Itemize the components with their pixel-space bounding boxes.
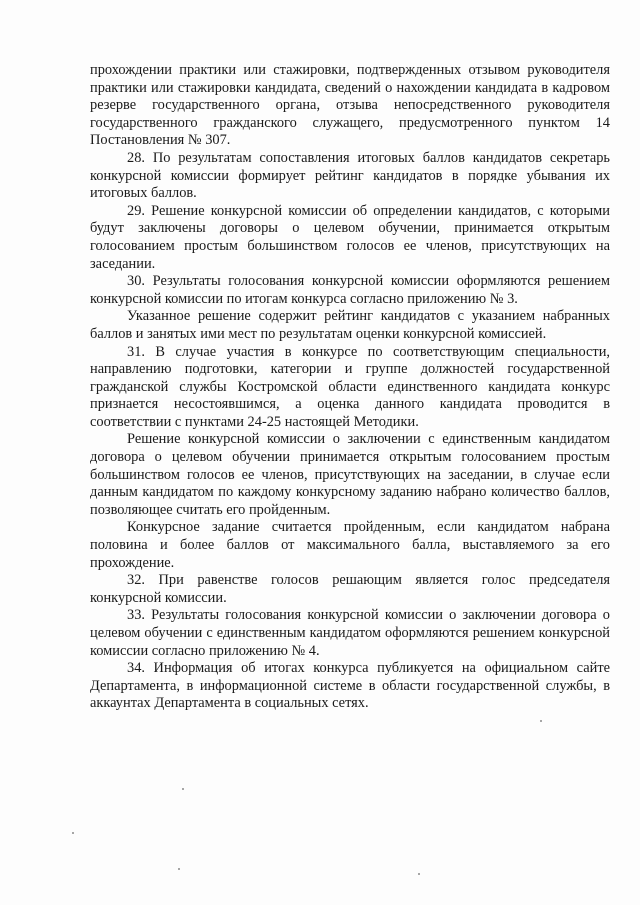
paragraph-29: 29. Решение конкурсной комиссии об определении кандидатов, с которыми будут заключены договоры о целевом обучении, принимается открытым голосованием простым большинством голосов ее членов, присутствующих на заседании. [90,202,610,272]
scan-speck [182,788,184,790]
paragraph-continuation: прохождении практики или стажировки, подтвержденных отзывом руководителя практики или стажировки кандидата, сведений о нахождении кандидата в кадровом резерве государственного органа, отзыва непосредственного руководителя государственного гражданского служащего, предусмотренного пунктом 14 Постановления № 307. [90,62,610,149]
scan-speck [418,873,420,875]
paragraph-34: 34. Информация об итогах конкурса публикуется на официальном сайте Департамента, в информационной системе в области государственной службы, в аккаунтах Департамента в социальных сетях. [90,660,610,712]
paragraph-30-note: Указанное решение содержит рейтинг кандидатов с указанием набранных баллов и занятых ими мест по результатам оценки конкурсной комиссией. [90,308,610,342]
document-body [90,62,610,713]
scan-speck [72,832,74,834]
scan-speck [178,868,180,870]
paragraph-30: 30. Результаты голосования конкурсной комиссии оформляются решением конкурсной комиссии по итогам конкурса согласно приложению № 3. [90,273,610,307]
paragraph-33: 33. Результаты голосования конкурсной комиссии о заключении договора о целевом обучении с единственным кандидатом оформляются решением конкурсной комиссии согласно приложению № 4. [90,607,610,659]
paragraph-31-passing: Конкурсное задание считается пройденным, если кандидатом набрана половина и более баллов от максимального балла, выставляемого за его прохождение. [90,519,610,571]
scan-speck [540,720,542,722]
paragraph-31: 31. В случае участия в конкурсе по соответствующим специальности, направлению подготовки, категории и группе должностей государственной гражданской службы Костромской области единственного кандидата конкурс признается несостоявшимся, а оценка данного кандидата проводится в соответствии с пунктами 24-25 настоящей Методики. [90,343,610,430]
paragraph-28: 28. По результатам сопоставления итоговых баллов кандидатов секретарь конкурсной комиссии формирует рейтинг кандидатов в порядке убывания их итоговых баллов. [90,149,610,202]
paragraph-32: 32. При равенстве голосов решающим является голос председателя конкурсной комиссии. [90,572,610,606]
paragraph-31-decision: Решение конкурсной комиссии о заключении с единственным кандидатом договора о целевом обучении принимается открытым голосованием простым большинством голосов ее членов, присутствующих на заседании, в случае если данным кандидатом по каждому конкурсному заданию набрано количество баллов, позволяющее считать его пройденным. [90,431,610,518]
